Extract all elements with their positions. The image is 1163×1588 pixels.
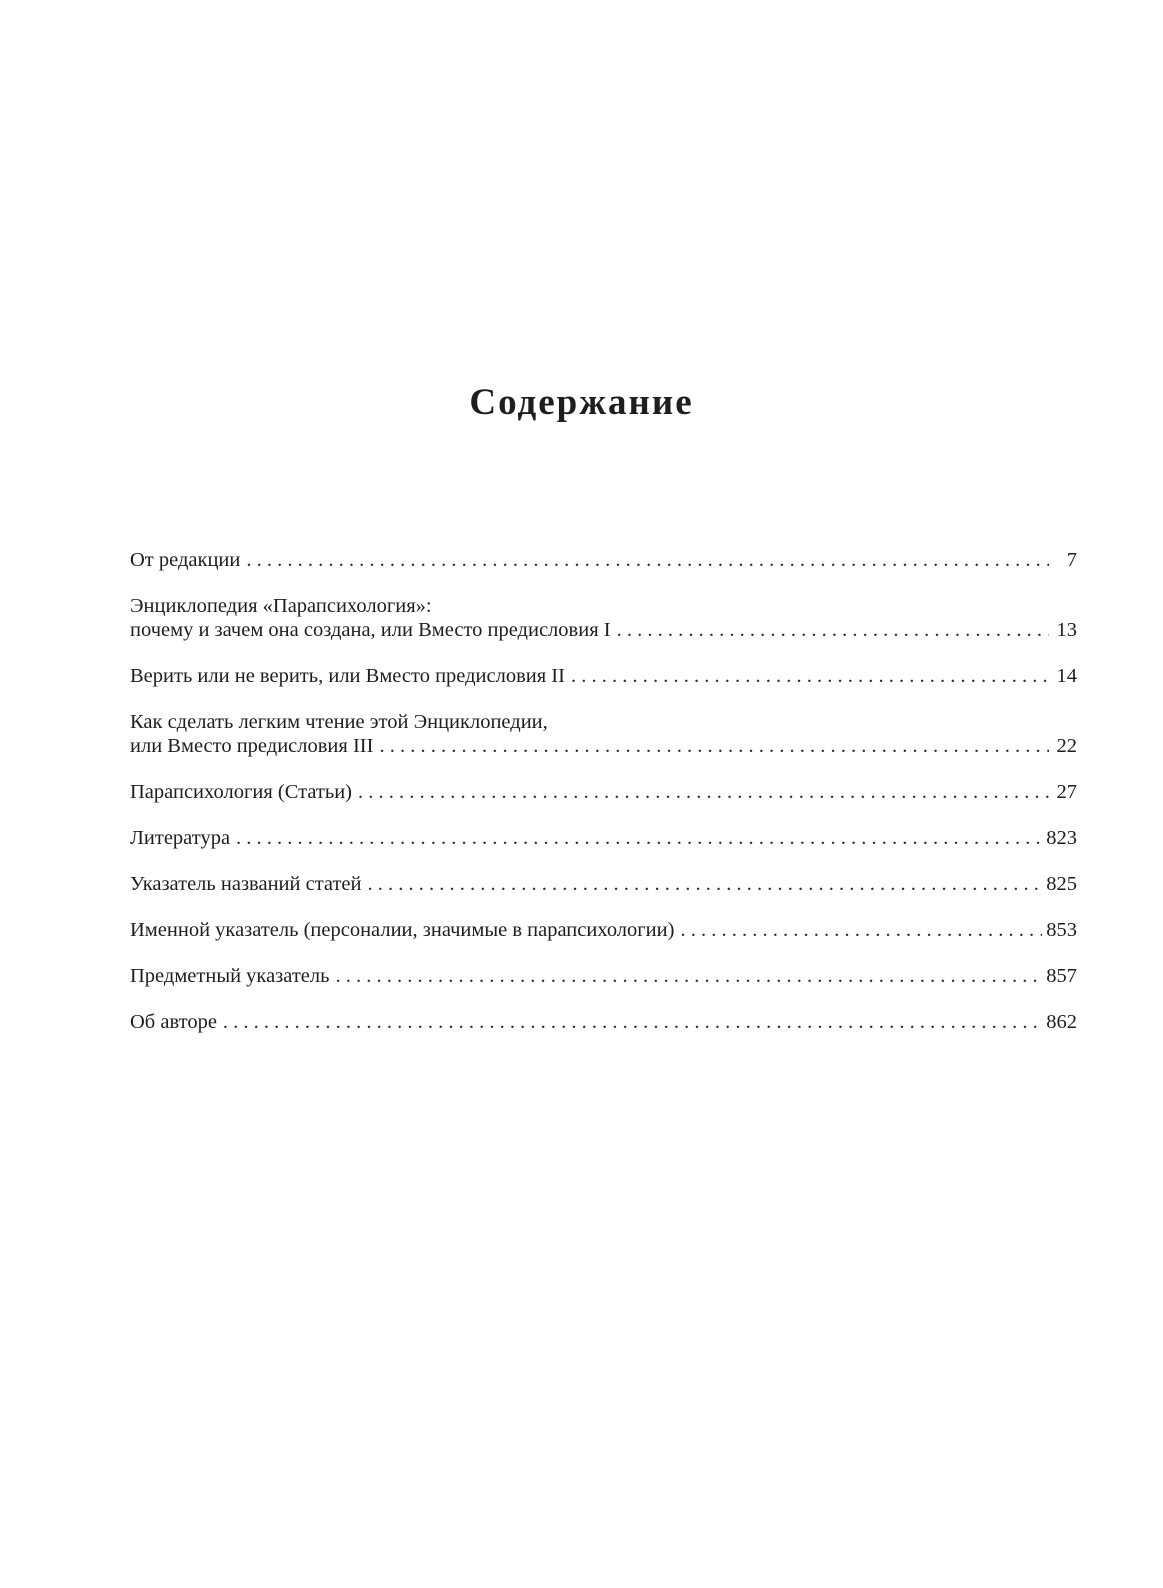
- toc-entry-label: Об авторе: [130, 1011, 217, 1033]
- toc-entry-line: [130, 664, 1077, 688]
- dot-leader: [246, 548, 1049, 572]
- toc-entry-label: Верить или не верить, или Вместо предисловия II: [130, 665, 565, 687]
- toc-entry-line: [130, 918, 1077, 942]
- dot-leader: [379, 734, 1049, 758]
- toc-entry-label-line: Как сделать легким чтение этой Энциклопедии,: [130, 711, 548, 733]
- toc-entry-label: От редакции: [130, 549, 241, 571]
- dot-leader: [617, 618, 1049, 642]
- toc-entry[interactable]: [130, 594, 1077, 642]
- toc-entry[interactable]: [130, 872, 1077, 896]
- toc-page-number: 857: [1046, 965, 1077, 987]
- toc-entry-line: [130, 964, 1077, 988]
- toc-page-number: 823: [1046, 827, 1077, 849]
- toc-page-number: 7: [1066, 549, 1077, 571]
- dot-leader: [223, 1010, 1042, 1034]
- toc-entry[interactable]: [130, 918, 1077, 942]
- toc-page-number: 27: [1056, 781, 1077, 803]
- toc-entry[interactable]: [130, 548, 1077, 572]
- toc-page-number: 13: [1056, 619, 1077, 641]
- toc-entry-label: Именной указатель (персоналии, значимые в парапсихологии): [130, 919, 675, 941]
- dot-leader: [368, 872, 1043, 896]
- toc-entry[interactable]: [130, 826, 1077, 850]
- dot-leader: [236, 826, 1042, 850]
- toc-entry-label: Литература: [130, 827, 231, 849]
- toc-entry[interactable]: [130, 1010, 1077, 1034]
- toc-entry-line: [130, 826, 1077, 850]
- toc-entry-line: [130, 734, 1077, 758]
- dot-leader: [680, 918, 1042, 942]
- toc-page-number: 825: [1046, 873, 1077, 895]
- toc-entry[interactable]: [130, 964, 1077, 988]
- toc-entry-label: почему и зачем она создана, или Вместо предисловия I: [130, 619, 611, 641]
- toc-entry-label-line: Энциклопедия «Парапсихология»:: [130, 595, 432, 617]
- toc-page-number: 14: [1056, 665, 1077, 687]
- toc-entry[interactable]: [130, 664, 1077, 688]
- dot-leader: [571, 664, 1049, 688]
- toc-entry-line: [130, 548, 1077, 572]
- toc-entry-label: или Вместо предисловия III: [130, 735, 374, 757]
- toc-entry-line: [130, 872, 1077, 896]
- table-of-contents: [130, 548, 1077, 1034]
- dot-leader: [358, 780, 1049, 804]
- toc-entry-label: Парапсихология (Статьи): [130, 781, 352, 803]
- toc-page-number: 853: [1046, 919, 1077, 941]
- toc-entry-line: [130, 618, 1077, 642]
- toc-entry[interactable]: [130, 710, 1077, 758]
- toc-page-number: 22: [1056, 735, 1077, 757]
- toc-entry-line: [130, 1010, 1077, 1034]
- toc-page-number: 862: [1046, 1011, 1077, 1033]
- dot-leader: [336, 964, 1043, 988]
- toc-entry[interactable]: [130, 780, 1077, 804]
- toc-entry-label: Предметный указатель: [130, 965, 330, 987]
- page-title: Содержание: [469, 382, 694, 423]
- toc-entry-line: [130, 780, 1077, 804]
- toc-entry-label: Указатель названий статей: [130, 873, 362, 895]
